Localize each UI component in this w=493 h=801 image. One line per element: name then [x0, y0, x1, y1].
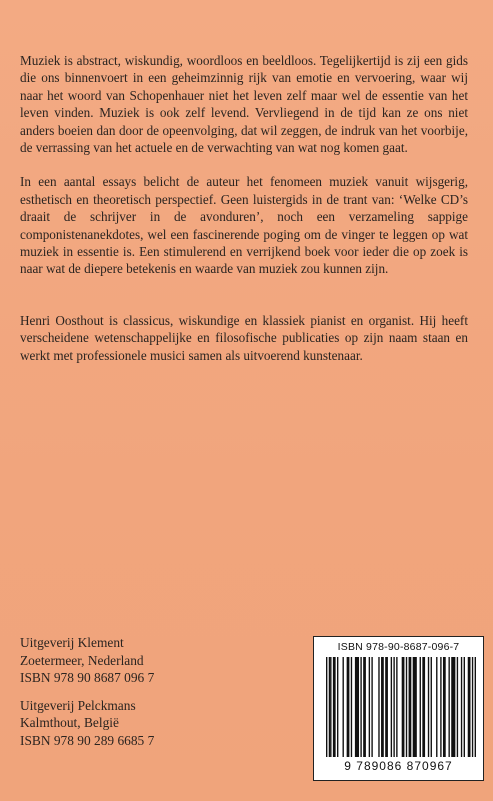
barcode-bar [402, 657, 405, 757]
barcode-bar [369, 657, 370, 757]
barcode-bar [443, 657, 446, 757]
barcode-bar [464, 657, 465, 757]
barcode-bar [326, 657, 327, 757]
barcode-bar [329, 657, 330, 757]
publisher-block-be [20, 697, 280, 750]
barcode-bar [363, 657, 366, 757]
barcode-bar [385, 657, 388, 757]
barcode-bar [355, 657, 359, 757]
publisher-place: Zoetermeer, Nederland [20, 652, 144, 668]
barcode-bar [475, 657, 476, 757]
barcode-bar [333, 657, 336, 757]
author-bio: Henri Oosthout is classicus, wiskundige en klassiek pianist en organist. Hij heeft verscheidene wetenschappelijke en filosofische publicaties op zijn naam staan en werkt met professionele musici samen als uitvoerend kunstenaar. [20, 312, 468, 363]
barcode-bar [413, 657, 417, 757]
barcode-bar [451, 657, 455, 757]
barcode-bar [337, 657, 338, 757]
publisher-name: Uitgeverij Pelckmans [20, 697, 136, 713]
barcode-bar [436, 657, 437, 757]
barcode-bar [468, 657, 471, 757]
barcode-bar [351, 657, 352, 757]
barcode-bar [420, 657, 421, 757]
publisher-isbn: ISBN 978 90 289 6685 7 [20, 732, 155, 748]
barcode-bar [378, 657, 379, 757]
barcode-isbn-text: ISBN 978-90-8687-096-7 [337, 641, 460, 653]
barcode-bar [371, 657, 372, 757]
barcode-bar [330, 657, 331, 757]
blurb-paragraph-1: Muziek is abstract, wiskundig, woordloos en beeldloos. Tegelijkertijd is zij een gids die ons binnenvoert in een geheimzinnig rijk van emotie en vervoering, waar wij naar het woord van Schopenhauer niet het leven zelf maar wel de essentie van het leven vinden. Muziek is ook zelf levend. Vervliegend in de tijd kan ze ons niet anders boeien dan door de opeenvolging, dat wil zeggen, de indruk van het voorbije, de verrassing van het actuele en de verwachting van wat nog komen gaat. [20, 53, 468, 156]
barcode-bar [343, 657, 344, 757]
barcode-bar [440, 657, 441, 757]
barcode-bar [428, 657, 429, 757]
barcode-label [313, 636, 484, 781]
barcode-bar [396, 657, 397, 757]
barcode-bar [393, 657, 394, 757]
barcode-bar [409, 657, 412, 757]
barcode-bar [472, 657, 473, 757]
barcode-bar [431, 657, 432, 757]
barcode-bar [457, 657, 458, 757]
publisher-isbn: ISBN 978 90 8687 096 7 [20, 670, 155, 686]
barcode-bar [448, 657, 449, 757]
barcode-bar [360, 657, 361, 757]
barcode-bars [326, 657, 476, 757]
publisher-block-nl [20, 634, 280, 687]
publisher-name: Uitgeverij Klement [20, 635, 124, 650]
barcode-bar [347, 657, 350, 757]
blurb-text [20, 52, 468, 381]
publisher-info [20, 634, 280, 760]
barcode-bar [461, 657, 462, 757]
barcode-bar [381, 657, 384, 757]
barcode-bar [422, 657, 425, 757]
barcode-bar [391, 657, 392, 757]
blurb-paragraph-2: In een aantal essays belicht de auteur het fenomeen muziek vanuit wijsgerig, esthetisch en theoretisch perspectief. Geen luistergids in de trant van: ‘Welke CD’s draait de schrijver in de avonduren’, noch een verzameling sappige componistenanekdotes, wel een fascinerende poging om de vinger te leggen op wat muziek in essentie is. Een stimulerend en verrijkend boek voor ieder die op zoek is naar wat de diepere betekenis en waarde van muziek zou kunnen zijn. [20, 174, 468, 277]
barcode-digits: 9 789086 870967 [344, 759, 453, 773]
publisher-place: Kalmthout, België [20, 715, 119, 731]
barcode-bar [406, 657, 407, 757]
